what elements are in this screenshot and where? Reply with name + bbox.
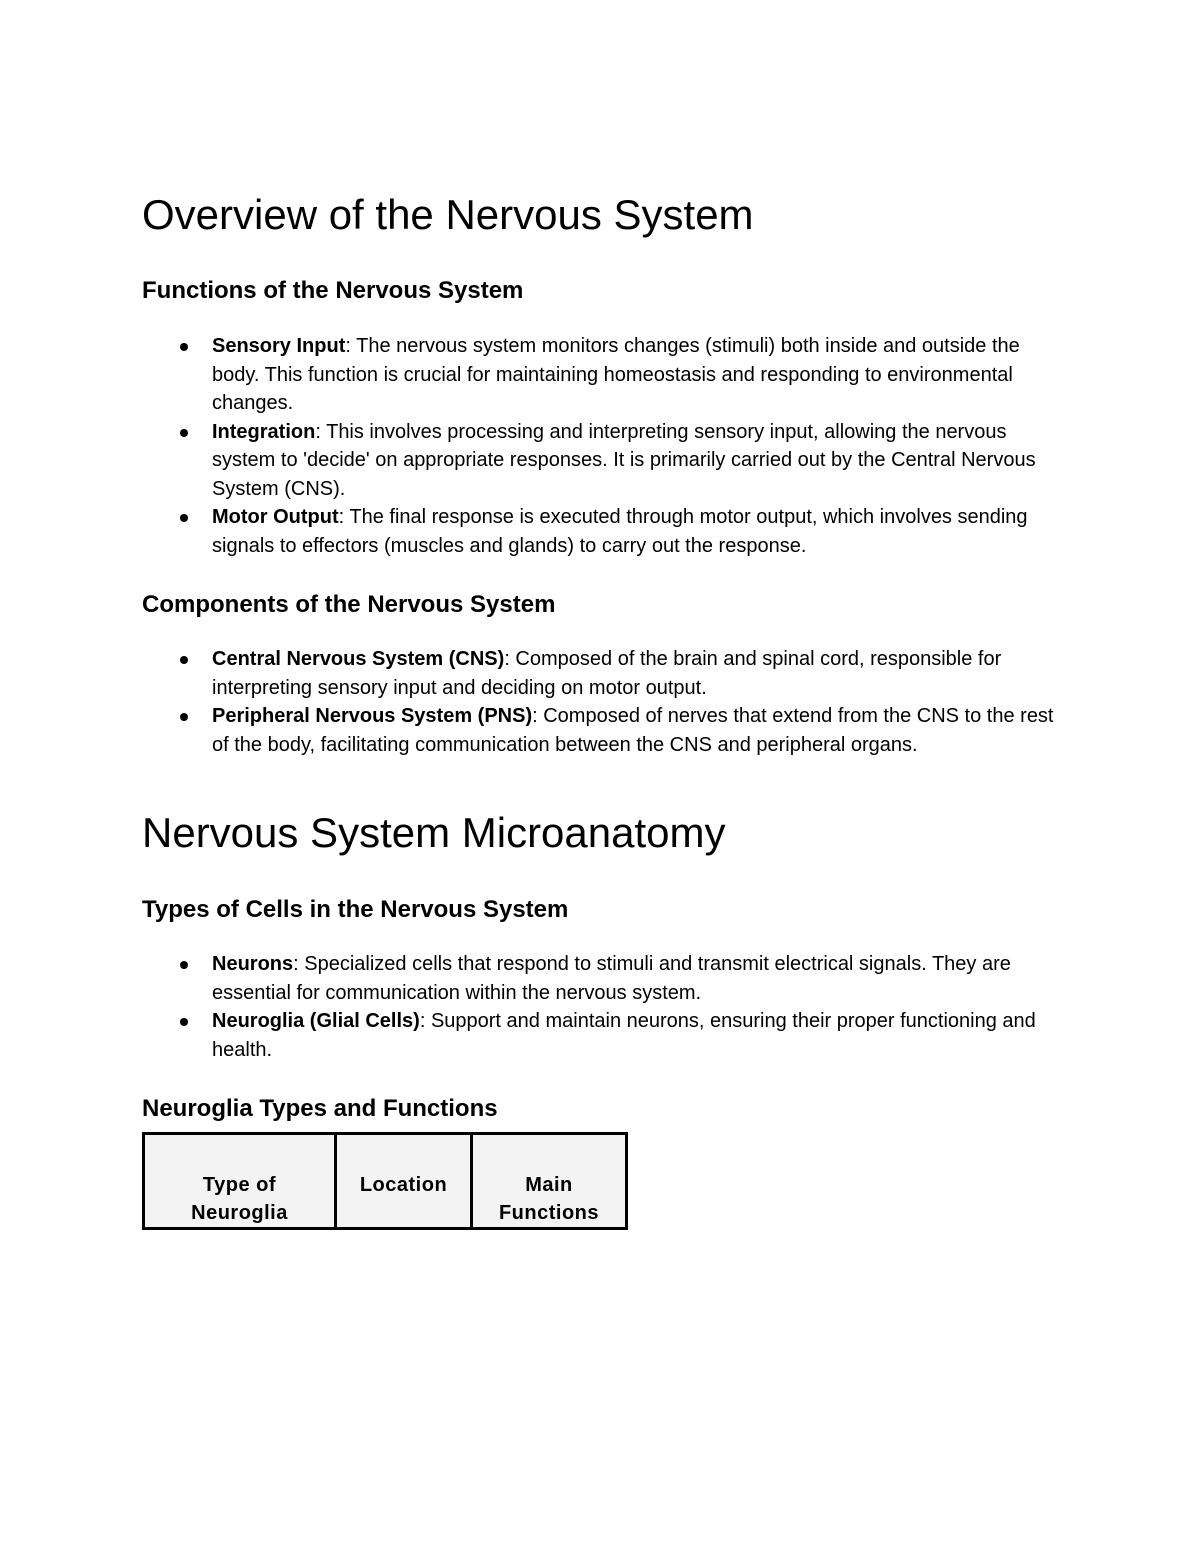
description: : The final response is executed through motor output, which involves sending signals to effectors (muscles and glands) to carry out the response. [212, 506, 1028, 557]
term: Neurons [212, 953, 294, 975]
heading-components: Components of the Nervous System [142, 591, 556, 618]
components-list [142, 645, 1062, 759]
bullet-icon [180, 1018, 188, 1026]
bullet-icon [180, 713, 188, 721]
heading-cell-types: Types of Cells in the Nervous System [142, 896, 569, 923]
bullet-icon [180, 961, 188, 969]
list-item [142, 1007, 1062, 1064]
bullet-icon [180, 514, 188, 522]
term: Central Nervous System (CNS) [212, 648, 505, 670]
list-item [142, 702, 1062, 759]
description: : This involves processing and interpreting sensory input, allowing the nervous system to 'decide' on appropriate responses. It is primarily carried out by the Central Nervous System (CNS). [212, 420, 1036, 500]
table-header-cell: Location [336, 1134, 472, 1229]
list-item [142, 332, 1062, 418]
description: : Composed of nerves that extend from the CNS to the rest of the body, facilitating communication between the CNS and peripheral organs. [212, 705, 1054, 756]
neuroglia-table [142, 1132, 628, 1230]
term: Peripheral Nervous System (PNS) [212, 705, 533, 727]
term: Motor Output [212, 506, 339, 528]
list-item [142, 645, 1062, 702]
bullet-icon [180, 429, 188, 437]
functions-list [142, 332, 1062, 560]
list-item [142, 950, 1062, 1007]
heading-neuroglia: Neuroglia Types and Functions [142, 1095, 498, 1122]
table-header-cell: Type of Neuroglia [144, 1134, 336, 1229]
description: : Support and maintain neurons, ensuring their proper functioning and health. [212, 1010, 1036, 1061]
bullet-icon [180, 343, 188, 351]
description: : Specialized cells that respond to stimuli and transmit electrical signals. They are essential for communication within the nervous system. [212, 953, 1011, 1004]
section-title-overview: Overview of the Nervous System [142, 191, 754, 238]
cells-list [142, 950, 1062, 1064]
heading-functions: Functions of the Nervous System [142, 277, 524, 304]
list-item [142, 418, 1062, 504]
list-item [142, 503, 1062, 560]
term: Neuroglia (Glial Cells) [212, 1010, 420, 1032]
section-title-microanatomy: Nervous System Microanatomy [142, 809, 726, 856]
term: Integration [212, 420, 316, 443]
bullet-icon [180, 656, 188, 664]
description: : The nervous system monitors changes (stimuli) both inside and outside the body. This function is crucial for maintaining homeostasis and responding to environmental changes. [212, 335, 1020, 414]
term: Sensory Input [212, 335, 346, 357]
table-header-row [144, 1134, 627, 1229]
table-header-cell: Main Functions [472, 1134, 627, 1229]
description: : Composed of the brain and spinal cord, responsible for interpreting sensory input and deciding on motor output. [212, 648, 1002, 699]
